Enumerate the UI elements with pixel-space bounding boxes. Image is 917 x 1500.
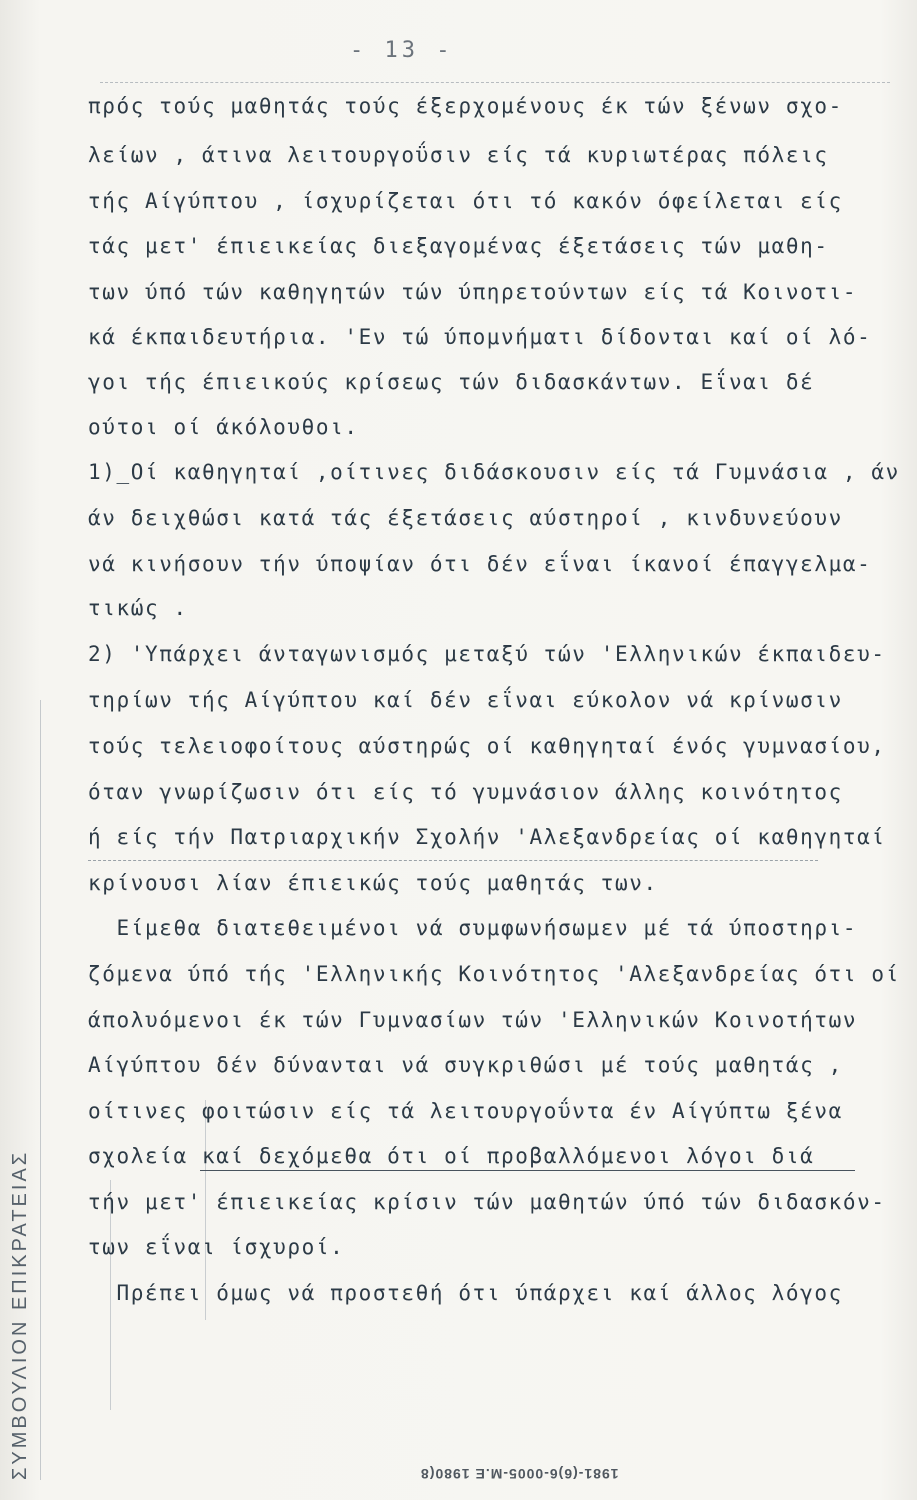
text-line: άν δειχθώσι κατά τάς έξετάσεις αύστηροί , κινδυνεύουν (88, 506, 843, 530)
text-line: άπολυόμενοι έκ τών Γυμνασίων τών 'Ελληνικών Κοινοτήτων (88, 1008, 858, 1032)
text-line: γοι τής έπιεικούς κρίσεως τών διδασκάντων. Εΐναι δέ (88, 370, 815, 394)
text-line: οίτινες φοιτώσιν είς τά λειτουργοΰντα έν Αίγύπτω ξένα (88, 1099, 843, 1123)
text-line: ούτοι οί άκόλουθοι. (88, 415, 359, 439)
text-line: των ύπό τών καθηγητών τών ύπηρετούντων είς τά Κοινοτι- (88, 280, 858, 304)
page-number: - 13 - (350, 38, 454, 63)
text-line: τηρίων τής Αίγύπτου καί δέν εΐναι εύκολον νά κρίνωσιν (88, 688, 843, 712)
text-line: κρίνουσι λίαν έπιεικώς τούς μαθητάς των. (88, 871, 658, 895)
text-line: τικώς . (88, 596, 188, 620)
text-line: τούς τελειοφοίτους αύστηρώς οί καθηγηταί ένός γυμνασίου, (88, 734, 886, 758)
text-line: ή είς τήν Πατριαρχικήν Σχολήν 'Αλεξανδρείας οί καθηγηταί (88, 825, 886, 849)
text-line: όταν γνωρίζωσιν ότι είς τό γυμνάσιον άλλης κοινότητος (88, 780, 843, 804)
text-line: νά κινήσουν τήν ύποψίαν ότι δέν εΐναι ίκανοί έπαγγελμα- (88, 552, 872, 576)
text-underline (88, 860, 818, 861)
printer-mark: 1981-(6)6-0005-M.E 1980(8 (420, 1466, 619, 1482)
text-line: πρός τούς μαθητάς τούς έξερχομένους έκ τών ξένων σχο- (88, 94, 843, 118)
text-line: Πρέπει όμως νά προστεθή ότι ύπάρχει καί άλλος λόγος (88, 1281, 843, 1305)
margin-border (40, 700, 41, 1480)
text-line: τήν μετ' έπιεικείας κρίσιν τών μαθητών ύπό τών διδασκόν- (88, 1190, 886, 1214)
text-line: των εΐναι ίσχυροί. (88, 1235, 345, 1259)
text-line: τής Αίγύπτου , ίσχυρίζεται ότι τό κακόν όφείλεται είς (88, 189, 843, 213)
top-rule (100, 82, 890, 83)
text-line: σχολεία καί δεχόμεθα ότι οί προβαλλόμενοι λόγοι διά (88, 1144, 815, 1168)
text-line: τάς μετ' έπιεικείας διεξαγομένας έξετάσεις τών μαθη- (88, 234, 829, 258)
text-line: Αίγύπτου δέν δύνανται νά συγκριθώσι μέ τούς μαθητάς , (88, 1053, 843, 1077)
margin-stamp-text: ΣΥΜΒΟΥΛΙΟΝ ΕΠΙΚΡΑΤΕΙΑΣ (9, 1149, 31, 1480)
text-line: Είμεθα διατεθειμένοι νά συμφωνήσωμεν μέ τά ύποστηρι- (88, 916, 858, 940)
margin-stamp (4, 760, 34, 1480)
text-line: ζόμενα ύπό τής 'Ελληνικής Κοινότητος 'Αλεξανδρείας ότι οί (88, 962, 900, 986)
text-line: κά έκπαιδευτήρια. 'Εν τώ ύπομνήματι δίδονται καί οί λό- (88, 325, 872, 349)
text-line: 1)_Οί καθηγηταί ,οίτινες διδάσκουσιν είς τά Γυμνάσια , άν (88, 460, 900, 484)
text-underline (200, 1170, 855, 1171)
text-line: λείων , άτινα λειτουργοΰσιν είς τά κυριωτέρας πόλεις (88, 143, 829, 167)
text-line: 2) 'Υπάρχει άνταγωνισμός μεταξύ τών 'Ελληνικών έκπαιδευ- (88, 642, 886, 666)
